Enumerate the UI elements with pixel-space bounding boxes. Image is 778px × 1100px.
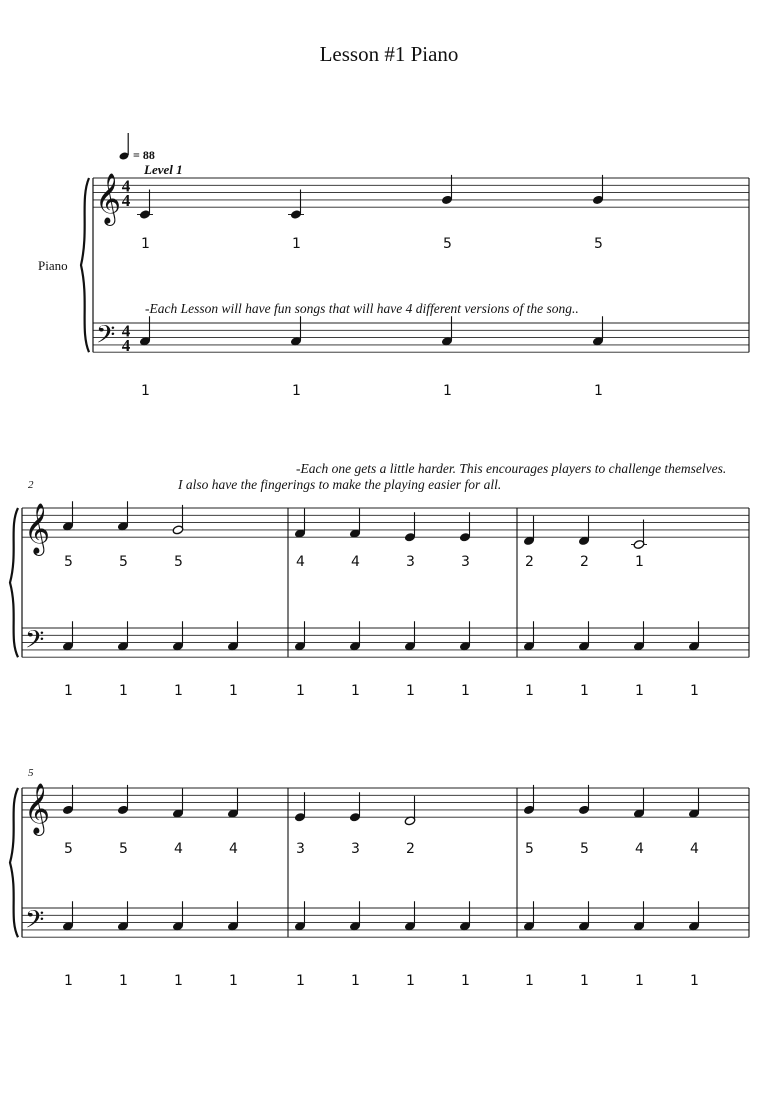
fingering-number: 5 (525, 841, 534, 857)
quarter-note (459, 621, 471, 651)
fingering-number: 1 (174, 973, 183, 989)
quarter-note (137, 190, 153, 220)
quarter-note (62, 621, 74, 651)
fingering-number: 1 (174, 683, 183, 699)
quarter-note (62, 901, 74, 931)
fingering-number: 1 (351, 973, 360, 989)
quarter-note (172, 789, 184, 819)
fingering-number: 3 (461, 554, 470, 570)
fingering-number: 1 (229, 683, 238, 699)
grand-staff-brace (81, 178, 89, 352)
quarter-note (294, 509, 306, 539)
score-title: Lesson #1 Piano (319, 42, 459, 66)
half-note (631, 520, 647, 550)
fingering-number: 1 (351, 683, 360, 699)
fingering-number: 1 (229, 973, 238, 989)
quarter-note (139, 316, 151, 346)
quarter-note (578, 901, 590, 931)
time-signature-bottom: 4 (121, 191, 131, 211)
quarter-note (117, 785, 129, 815)
fingering-number: 4 (690, 841, 699, 857)
quarter-note (294, 621, 306, 651)
quarter-note (290, 316, 302, 346)
treble-clef-icon: 𝄞 (95, 174, 122, 224)
tempo-value: = 88 (133, 148, 155, 162)
fingering-number: 5 (64, 841, 73, 857)
bass-clef-icon: 𝄢 (96, 321, 116, 355)
level-label: Level 1 (144, 162, 183, 177)
fingering-number: 4 (296, 554, 305, 570)
fingering-number: 1 (296, 683, 305, 699)
quarter-note (294, 792, 306, 822)
half-note (404, 796, 416, 826)
fingering-number: 1 (443, 383, 452, 399)
quarter-note (633, 621, 645, 651)
bass-clef-icon: 𝄢 (25, 626, 45, 660)
measure (62, 501, 288, 699)
quarter-note (633, 901, 645, 931)
quarter-note (441, 316, 453, 346)
quarter-note (688, 901, 700, 931)
fingering-number: 4 (229, 841, 238, 857)
fingering-number: 1 (292, 236, 301, 252)
quarter-note (349, 621, 361, 651)
quarter-note (441, 175, 453, 205)
fingering-number: 1 (461, 973, 470, 989)
fingering-number: 1 (406, 973, 415, 989)
quarter-note (592, 316, 604, 346)
fingering-number: 4 (351, 554, 360, 570)
fingering-number: 1 (64, 683, 73, 699)
quarter-note (349, 792, 361, 822)
fingering-number: 1 (635, 973, 644, 989)
quarter-note (404, 901, 416, 931)
fingering-number: 3 (296, 841, 305, 857)
quarter-note (523, 785, 535, 815)
quarter-note (288, 190, 304, 220)
quarter-note (172, 621, 184, 651)
fingering-number: 4 (635, 841, 644, 857)
fingering-number: 5 (443, 236, 452, 252)
fingering-number: 1 (292, 383, 301, 399)
fingering-number: 5 (64, 554, 73, 570)
fingering-number: 1 (635, 683, 644, 699)
system-2 (10, 479, 749, 699)
quarter-note (459, 512, 471, 542)
fingering-number: 5 (174, 554, 183, 570)
quarter-note (633, 789, 645, 819)
fingering-number: 2 (525, 554, 534, 570)
quarter-note (688, 621, 700, 651)
quarter-note (349, 901, 361, 931)
quarter-note (227, 901, 239, 931)
grand-staff-brace (10, 508, 18, 657)
quarter-note (117, 901, 129, 931)
grand-staff-brace (10, 788, 18, 937)
system-1 (81, 174, 749, 399)
fingering-number: 1 (141, 383, 150, 399)
quarter-note (523, 901, 535, 931)
fingering-number: 1 (690, 973, 699, 989)
fingering-number: 1 (64, 973, 73, 989)
quarter-note (227, 789, 239, 819)
fingering-number: 1 (690, 683, 699, 699)
measure-number: 2 (28, 479, 34, 491)
quarter-note (117, 621, 129, 651)
quarter-note (404, 512, 416, 542)
fingering-number: 2 (580, 554, 589, 570)
fingering-number: 1 (635, 554, 644, 570)
measure-number: 5 (28, 767, 34, 779)
fingering-number: 5 (594, 236, 603, 252)
fingering-number: 1 (525, 973, 534, 989)
time-signature-top: 4 (121, 321, 131, 341)
lesson-note-2: -Each one gets a little harder. This encourages players to challenge themselves. (296, 461, 727, 476)
bass-clef-icon: 𝄢 (25, 906, 45, 940)
fingering-number: 1 (525, 683, 534, 699)
measure (523, 508, 749, 699)
quarter-note (172, 901, 184, 931)
quarter-note (349, 509, 361, 539)
quarter-note (592, 175, 604, 205)
quarter-note (688, 789, 700, 819)
quarter-note (62, 501, 74, 531)
lesson-note-3: I also have the fingerings to make the playing easier for all. (178, 477, 502, 492)
quarter-note (578, 785, 590, 815)
instrument-label: Piano (38, 258, 68, 273)
treble-clef-icon: 𝄞 (24, 504, 51, 554)
quarter-note (459, 901, 471, 931)
measure (523, 785, 749, 989)
measure (294, 788, 517, 989)
quarter-note (227, 621, 239, 651)
fingering-number: 3 (351, 841, 360, 857)
time-signature-bottom: 4 (121, 336, 131, 356)
time-signature-top: 4 (121, 176, 131, 196)
fingering-number: 1 (141, 236, 150, 252)
quarter-note (62, 785, 74, 815)
quarter-note (523, 516, 535, 546)
fingering-number: 5 (580, 841, 589, 857)
fingering-number: 1 (296, 973, 305, 989)
system-3 (10, 767, 749, 989)
quarter-note (294, 901, 306, 931)
measure (294, 508, 517, 699)
fingering-number: 1 (119, 973, 128, 989)
treble-clef-icon: 𝄞 (24, 784, 51, 834)
fingering-number: 1 (580, 973, 589, 989)
fingering-number: 1 (406, 683, 415, 699)
fingering-number: 4 (174, 841, 183, 857)
tempo-marking (119, 133, 155, 162)
measure (137, 175, 749, 399)
fingering-number: 5 (119, 841, 128, 857)
quarter-note (523, 621, 535, 651)
fingering-number: 1 (119, 683, 128, 699)
fingering-number: 3 (406, 554, 415, 570)
half-note (172, 505, 184, 535)
fingering-number: 1 (594, 383, 603, 399)
quarter-note (578, 516, 590, 546)
quarter-note (404, 621, 416, 651)
fingering-number: 1 (580, 683, 589, 699)
lesson-note-1: -Each Lesson will have fun songs that will have 4 different versions of the song.. (145, 301, 579, 316)
fingering-number: 2 (406, 841, 415, 857)
fingering-number: 5 (119, 554, 128, 570)
quarter-note (578, 621, 590, 651)
fingering-number: 1 (461, 683, 470, 699)
measure (62, 785, 288, 989)
score-systems (10, 174, 749, 989)
quarter-note (117, 501, 129, 531)
